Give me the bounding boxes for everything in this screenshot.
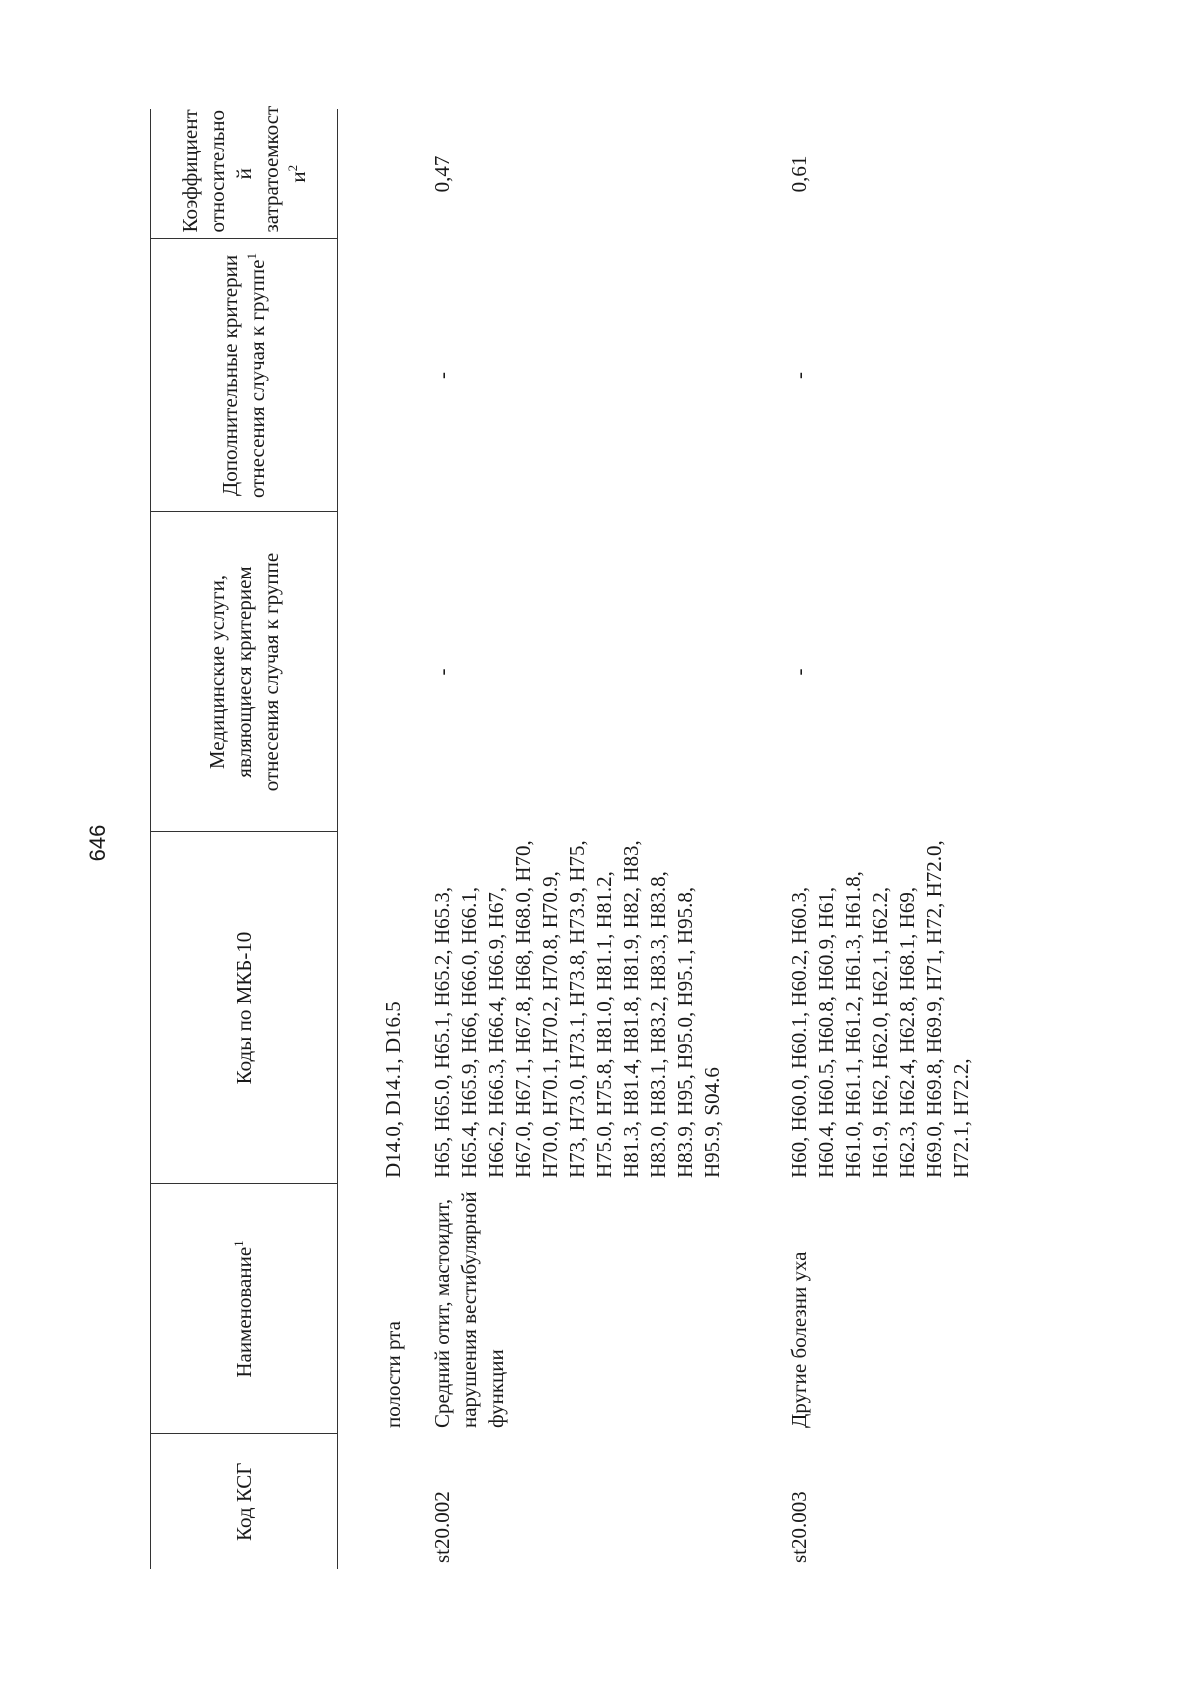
table-row: [338, 109, 408, 1569]
header-services-text: Медицинские услуги, являющиеся критерием отнесения случая к группе: [204, 552, 283, 792]
header-name: [151, 1184, 338, 1434]
table-body: [338, 109, 976, 1569]
cell-coef: [338, 109, 408, 239]
header-code: [151, 1434, 338, 1569]
rotated-table-container: [150, 105, 1050, 1569]
ksg-table: [150, 105, 975, 1569]
cell-icd: D14.0, D14.1, D16.5: [381, 1001, 405, 1178]
header-coef-text: Коэффициент относительно й затратоемкост и: [177, 105, 310, 233]
cell-coef: 0,47: [430, 155, 454, 193]
cell-services: -: [430, 668, 454, 676]
cell-name: Другие болезни уха: [787, 1251, 811, 1428]
cell-name: Средний отит, мастоидит, нарушения вестибулярной функции: [430, 1191, 508, 1428]
table-row: [407, 109, 726, 1569]
table-row: [726, 109, 975, 1569]
cell-services: -: [787, 668, 811, 676]
header-code-text: Код КСГ: [231, 1462, 256, 1541]
cell-criteria: [338, 239, 408, 512]
cell-icd: H65, H65.0, H65.1, H65.2, H65.3, H65.4, H65.9, H66, H66.0, H66.1, H66.2, H66.3, H66.4, H66.9, H67, H67.0, H67.1, H67.8, H68, H68.0, H70, H70.0, H70.1, H70.2, H70.8, H70.9, H73, H73.0, H73.1, H73.8, H73.9, H75, H75.0, H75.8, H81.0, H81.1, H81.2, H81.3, H81.4, H81.8, H81.9, H82, H83, H83.0, H83.1, H83.2, H83.3, H83.8, H83.9, H95, H95.0, H95.1, H95.8, H95.9, S04.6: [430, 840, 724, 1178]
header-name-footnote: 1: [230, 1240, 246, 1247]
header-icd-text: Коды по МКБ-10: [231, 931, 256, 1085]
header-name-text: Наименование: [231, 1246, 256, 1378]
header-criteria-text: Дополнительные критерии отнесения случая к группе: [218, 254, 269, 498]
cell-services: [338, 512, 408, 832]
cell-code: [338, 1434, 408, 1569]
page-number: 646: [85, 824, 110, 862]
header-coef: [151, 105, 338, 239]
cell-criteria: -: [430, 372, 454, 379]
header-criteria: [151, 239, 338, 512]
header-criteria-footnote: 1: [244, 253, 259, 260]
cell-code: st20.002: [430, 1491, 454, 1563]
header-coef-footnote: 2: [284, 164, 300, 172]
header-icd: [151, 832, 338, 1184]
cell-name: полости рта: [381, 1321, 405, 1428]
cell-code: st20.003: [787, 1491, 811, 1563]
cell-icd: H60, H60.0, H60.1, H60.2, H60.3, H60.4, H60.5, H60.8, H60.9, H61, H61.0, H61.1, H61.2, H61.3, H61.8, H61.9, H62, H62.0, H62.1, H62.2, H62.3, H62.4, H62.8, H68.1, H69, H69.0, H69.8, H69.9, H71, H72, H72.0, H72.1, H72.2,: [787, 840, 973, 1178]
cell-criteria: -: [787, 372, 811, 379]
header-services: [151, 512, 338, 832]
cell-coef: 0,61: [787, 155, 811, 193]
table-header: [151, 105, 338, 1569]
